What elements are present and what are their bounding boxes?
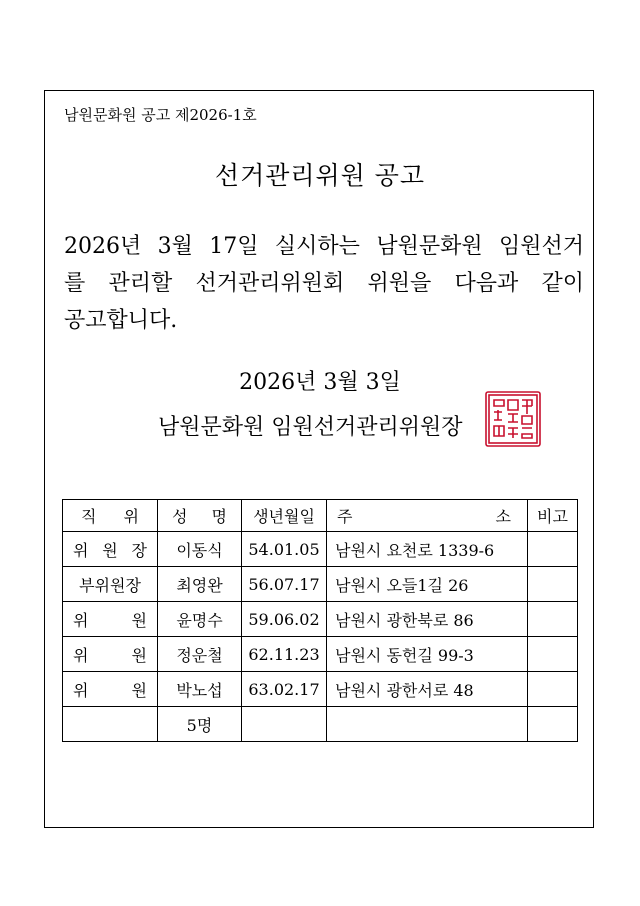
cell-birth: 56.07.17 [242, 567, 327, 602]
cell-address: 남원시 동헌길 99-3 [327, 637, 528, 672]
table-total-row [63, 707, 578, 742]
position-char: 위 [73, 680, 89, 700]
table-row [63, 672, 578, 707]
cell-name: 정운철 [158, 637, 242, 672]
header-position-char: 직 [81, 507, 97, 526]
table-row [63, 532, 578, 567]
cell-note [528, 672, 578, 707]
header-address-char: 소 [495, 507, 511, 526]
cell-name: 박노섭 [158, 672, 242, 707]
cell-note [528, 532, 578, 567]
cell-address: 남원시 오들1길 26 [327, 567, 528, 602]
header-position-char: 위 [123, 507, 139, 526]
cell-position [63, 637, 158, 672]
header-name-char: 성 [172, 507, 188, 526]
cell-address: 남원시 광한북로 86 [327, 602, 528, 637]
cell-empty [63, 707, 158, 742]
cell-name: 이동식 [158, 532, 242, 567]
cell-empty [327, 707, 528, 742]
header-address-char: 주 [337, 507, 353, 526]
position-char: 원 [131, 680, 147, 700]
position-char: 원 [131, 645, 147, 665]
page-title: 선거관리위원 공고 [214, 161, 426, 190]
table-row [63, 637, 578, 672]
body-line-3: 공고합니다. [64, 308, 178, 333]
cell-empty [528, 707, 578, 742]
cell-position [63, 532, 158, 567]
cell-name: 최영완 [158, 567, 242, 602]
signer-title: 남원문화원 임원선거관리위원장 [158, 415, 463, 440]
cell-birth: 62.11.23 [242, 637, 327, 672]
position-char: 위 [73, 610, 89, 630]
cell-note [528, 602, 578, 637]
table-header-row [63, 500, 578, 532]
table-row [63, 602, 578, 637]
cell-position [63, 672, 158, 707]
cell-address: 남원시 광한서로 48 [327, 672, 528, 707]
body-line-2: 를 관리할 선거관리위원회 위원을 다음과 같이 [64, 271, 584, 296]
position-char: 장 [131, 540, 147, 560]
notice-number: 남원문화원 공고 제2026-1호 [64, 106, 257, 124]
position-char: 원 [102, 540, 118, 560]
cell-total: 5명 [158, 707, 242, 742]
header-name [158, 500, 242, 532]
official-seal-icon [484, 390, 542, 448]
header-address [327, 500, 528, 532]
cell-birth: 54.01.05 [242, 532, 327, 567]
cell-note [528, 637, 578, 672]
cell-name: 윤명수 [158, 602, 242, 637]
header-note: 비고 [528, 500, 578, 532]
body-text [64, 228, 584, 339]
body-line-1: 2026년 3월 17일 실시하는 남원문화원 임원선거 [64, 234, 584, 259]
position-char: 원 [131, 610, 147, 630]
table-row [63, 567, 578, 602]
header-position [63, 500, 158, 532]
members-table [62, 499, 578, 742]
cell-position: 부위원장 [63, 567, 158, 602]
cell-birth: 63.02.17 [242, 672, 327, 707]
cell-note [528, 567, 578, 602]
header-name-char: 명 [211, 507, 227, 526]
notice-date: 2026년 3월 3일 [239, 370, 401, 395]
position-char: 위 [73, 645, 89, 665]
position-char: 위 [73, 540, 89, 560]
cell-empty [242, 707, 327, 742]
cell-address: 남원시 요천로 1339-6 [327, 532, 528, 567]
cell-position [63, 602, 158, 637]
header-birth: 생년월일 [242, 500, 327, 532]
cell-birth: 59.06.02 [242, 602, 327, 637]
